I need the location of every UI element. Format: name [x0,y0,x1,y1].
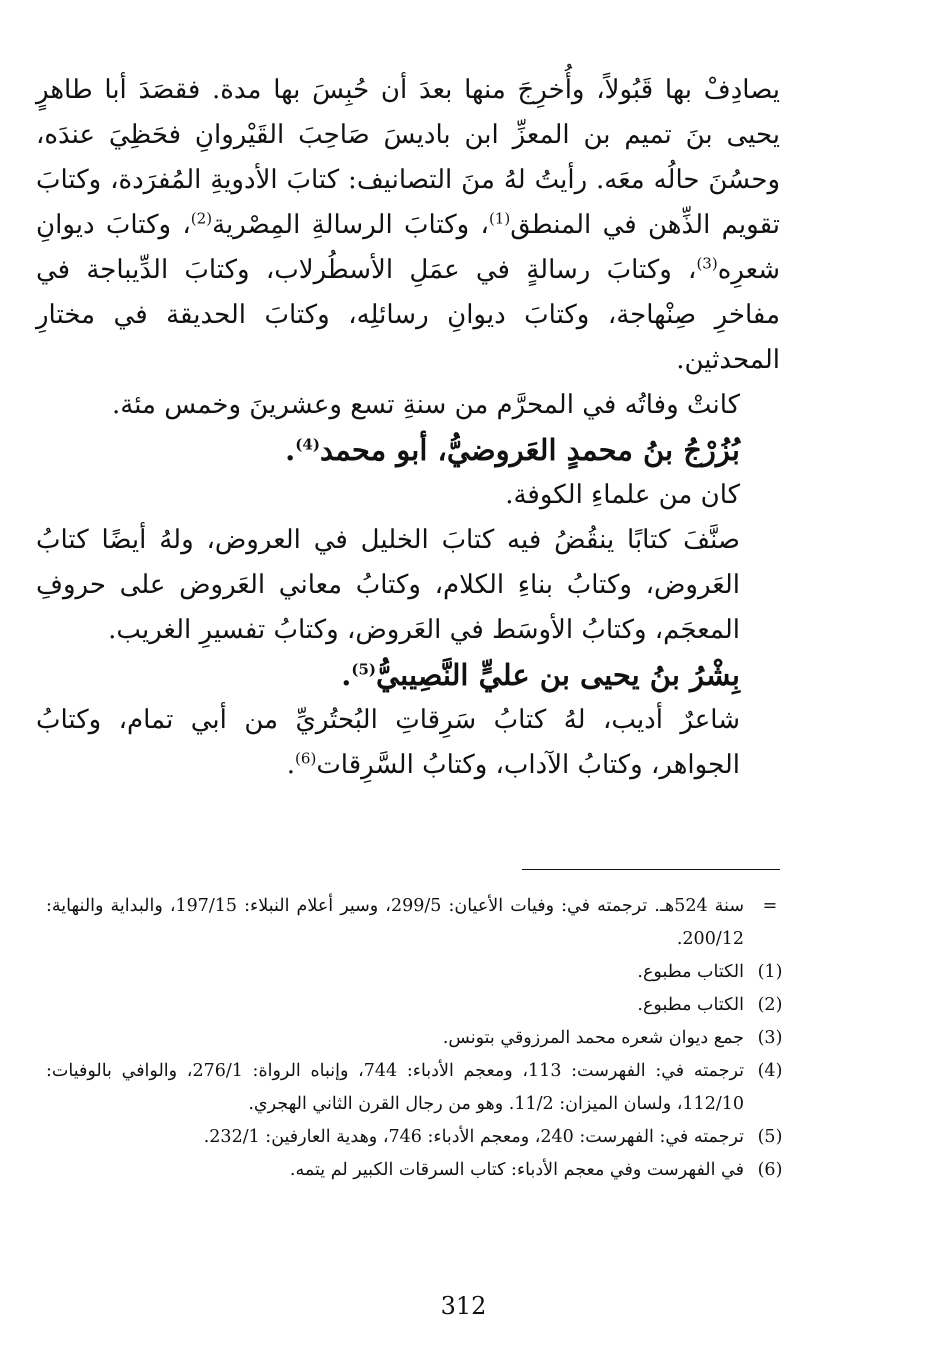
footnote-ref-2[interactable]: (2) [190,209,213,228]
footnote-item [36,1121,796,1154]
footnote-number: (3) [757,1028,783,1048]
footnote-ref-5[interactable]: (5) [351,660,377,679]
footnote-text: ترجمته في: الفهرست: 113، ومعجم الأدباء: 744، وإنباه الرواة: 276/1، والوافي بالوفيات: 112/10، ولسان الميزان: 11/2. وهو من رجال القرن الثاني الهجري. [46,1061,744,1114]
footnote-item [36,956,796,989]
paragraph-4: صنَّفَ كتابًا ينقُضُ فيه كتابَ الخليل في العروض، ولهُ أيضًا كتابُ العَروض، وكتابُ بناءِ الكلام، وكتابُ معاني العَروض على حروفِ المعجَم، وكتابُ الأوسَط في العَروض، وكتابُ تفسيرِ الغريب. [36,525,740,645]
footnote-separator [522,869,780,870]
footnotes [36,890,796,1187]
footnote-text: في الفهرست وفي معجم الأدباء: كتاب السرقات الكبير لم يتمه. [289,1160,744,1180]
footnote-ref-3[interactable]: (3) [696,254,718,273]
paragraph-1: يصادِفْ بها قَبُولاً، وأُخرِجَ منها بعدَ أن حُبِسَ بها مدة. فقصَدَ أبا طاهرٍ يحيى بنَ تميم بن المعزِّ ابن باديسَ صَاحِبَ القَيْروانِ فحَظِيَ عندَه، وحسُنَ حالُه معَه. رأيتُ لهُ منَ التصانيف: كتابَ الأدويةِ المُفرَدة، وكتابَ تقويم الذِّهن في المنطق$^{(1)}$، وكتابَ الرسالةِ المِصْرية$^{(2)}$، وكتابَ ديوانِ شعرِه$^{(3)}$، وكتابَ رسالةٍ في عمَلِ الأسطُرلاب، وكتابَ الدِّيباجة في مفاخرِ صِنْهاجة، وكتابَ ديوانِ رسائلِه، وكتابَ الحديقة في مختارِ المحدثين. [36,75,780,375]
footnote-item [36,1154,796,1187]
main-text [36,68,780,788]
footnote-number: (4) [757,1061,783,1081]
footnote-ref-6[interactable]: (6) [295,749,317,768]
footnote-text: ترجمته في: الفهرست: 240، ومعجم الأدباء: 746، وهدية العارفين: 232/1. [203,1127,744,1147]
footnote-text: الكتاب مطبوع. [637,962,744,982]
footnote-continued [36,890,796,956]
footnote-number: (2) [757,995,783,1015]
footnote-number: (5) [757,1127,783,1147]
footnote-number: = [762,896,778,916]
footnote-number: (6) [757,1160,783,1180]
footnote-item [36,1022,796,1055]
paragraph-3: كان من علماءِ الكوفة. [505,480,740,510]
footnote-ref-1[interactable]: (1) [488,209,511,228]
page-number: 312 [440,1292,487,1320]
footnote-text: جمع ديوان شعره محمد المرزوقي بتونس. [442,1028,744,1048]
footnote-item [36,1055,796,1121]
footnote-number: (1) [757,962,783,982]
footnote-ref-4[interactable]: (4) [295,435,320,454]
paragraph-2: كانتْ وفاتُه في المحرَّم من سنةِ تسع وعشرينَ وخمس مئة. [111,390,740,420]
footnote-text: سنة 524هـ. ترجمته في: وفيات الأعيان: 299/5، وسير أعلام النبلاء: 197/15، والبداية والنهاية: 200/12. [46,896,745,949]
entry-title-2: بِشْرُ بنُ يحيى بن عليٍّ النَّصِيبيُّ$^{(5)}$. [341,658,740,692]
footnote-item [36,989,796,1022]
footnote-text: الكتاب مطبوع. [637,995,744,1015]
entry-title-1: بُزُرْجُ بنُ محمدٍ العَروضيُّ، أبو محمد$^{(4)}$. [285,433,740,467]
paragraph-5: شاعرٌ أديب، لهُ كتابُ سَرِقاتِ البُحتُريِّ من أبي تمام، وكتابُ الجواهر، وكتابُ الآداب، وكتابُ السَّرِقات$^{(6)}$. [36,705,740,780]
